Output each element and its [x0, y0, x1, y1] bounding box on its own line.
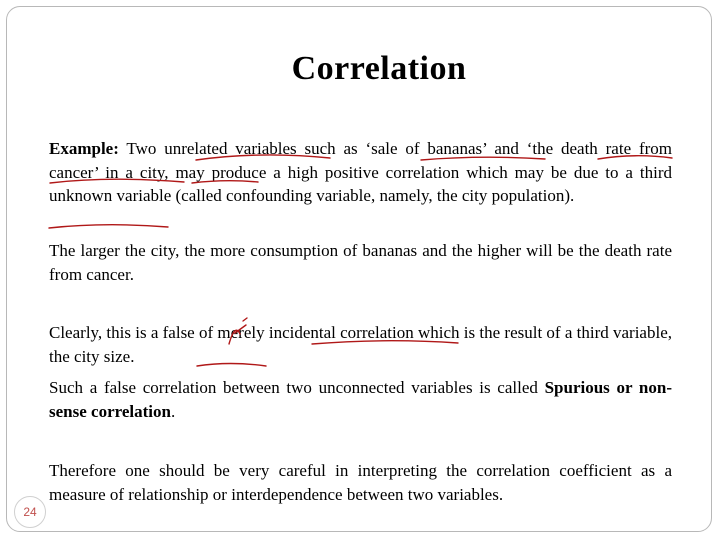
spurious-term: Spurious or non-sense correlation: [49, 378, 672, 421]
paragraph-clearly: Clearly, this is a false of merely incidental correlation which is the result of a third variable, the city size.: [49, 323, 672, 366]
slide-title: Correlation: [291, 50, 467, 87]
spurious-text: Such a false correlation between two unconnected variables is called: [49, 378, 545, 397]
paragraph-therefore: Therefore one should be very careful in interpreting the correlation coefficient as a measure of relationship or interdependence between two variables.: [49, 461, 672, 504]
paragraph-spurious: [49, 376, 672, 423]
example-text: Two unrelated variables such as ‘sale of bananas’ and ‘the death rate from cancer’ in a city, may produce a high positive correlation which may be due to a third unknown variable (called confounding variable, namely, the city population).: [49, 139, 672, 205]
paragraph-example: [49, 137, 672, 208]
slide-number-badge: [14, 496, 46, 528]
paragraph-larger-city: The larger the city, the more consumption of bananas and the higher will be the death rate from cancer.: [49, 241, 672, 284]
slide-number: 24: [23, 505, 37, 519]
spurious-end: .: [170, 401, 176, 421]
example-label: Example:: [49, 139, 119, 158]
